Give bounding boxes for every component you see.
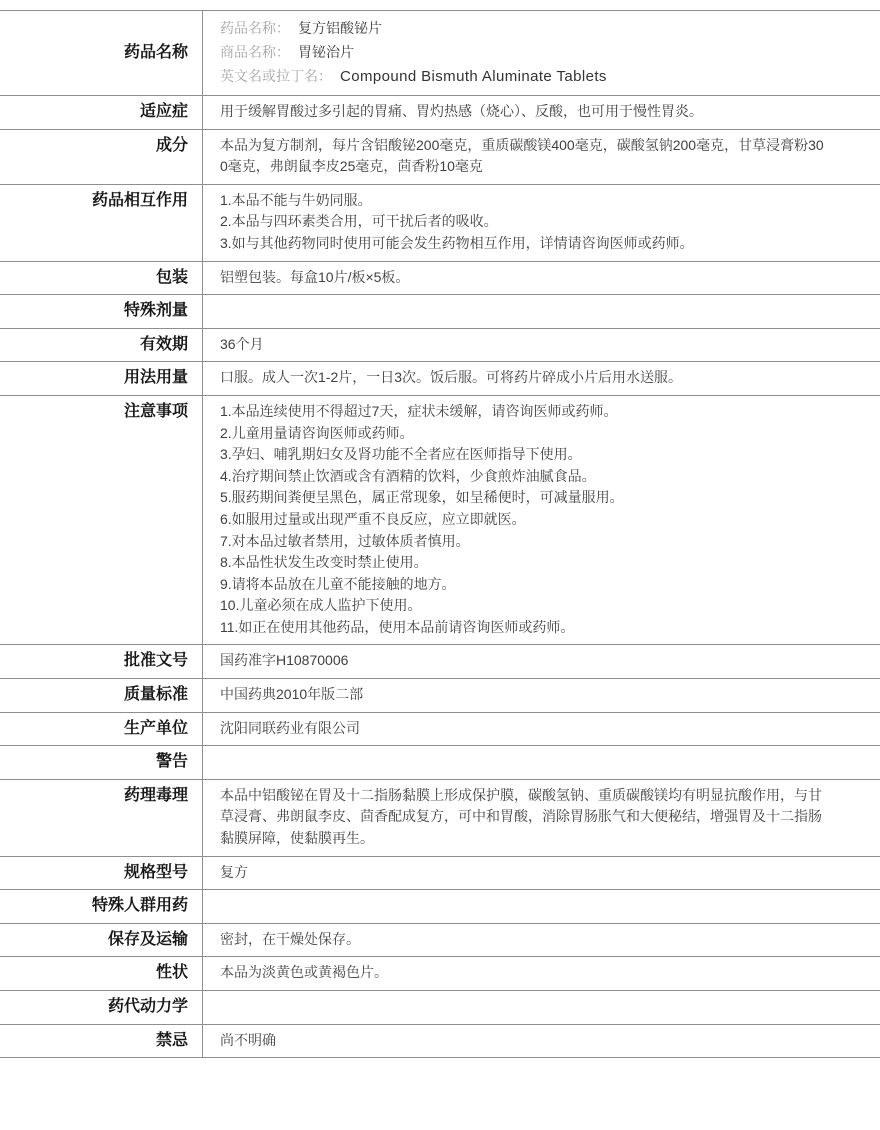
field-value: 胃铋治片	[298, 44, 354, 60]
table-row	[0, 262, 880, 296]
row-label: 警告	[0, 746, 203, 779]
row-label: 适应症	[0, 96, 203, 129]
row-content: 本品为复方制剂，每片含铝酸铋200毫克，重质碳酸镁400毫克，碳酸氢钠200毫克，甘草浸膏粉300毫克，弗朗鼠李皮25毫克，茴香粉10毫克	[220, 136, 824, 175]
row-content	[203, 991, 880, 1024]
table-row	[0, 991, 880, 1025]
field-key: 商品名称：	[220, 44, 290, 60]
row-content: 36个月	[220, 335, 264, 352]
row-label: 禁忌	[0, 1025, 203, 1058]
table-row	[0, 957, 880, 991]
row-label: 药代动力学	[0, 991, 203, 1024]
row-label: 规格型号	[0, 857, 203, 890]
row-content	[203, 185, 880, 261]
table-row	[0, 362, 880, 396]
row-content: 铝塑包装。每盒10片/板×5板。	[220, 268, 410, 285]
field-key: 英文名或拉丁名：	[220, 68, 332, 84]
table-row	[0, 11, 880, 96]
name-field-line	[220, 64, 825, 89]
content-line: 1.本品不能与牛奶同服。	[220, 191, 372, 208]
row-label: 用法用量	[0, 362, 203, 395]
content-line: 1.本品连续使用不得超过7天，症状未缓解，请咨询医师或药师。	[220, 402, 618, 419]
content-line: 2.儿童用量请咨询医师或药师。	[220, 424, 414, 441]
row-content: 沈阳同联药业有限公司	[220, 719, 360, 736]
row-label: 药品相互作用	[0, 185, 203, 261]
row-content: 本品中铝酸铋在胃及十二指肠黏膜上形成保护膜，碳酸氢钠、重质碳酸镁均有明显抗酸作用，与甘草浸膏、弗朗鼠李皮、茴香配成复方，可中和胃酸，消除胃肠胀气和大便秘结，增强胃及十二指肠黏膜屏障，使黏膜再生。	[220, 786, 822, 847]
row-content: 中国药典2010年版二部	[220, 686, 364, 703]
row-label: 药品名称	[0, 11, 203, 95]
field-value: Compound Bismuth Aluminate Tablets	[340, 68, 607, 85]
table-row	[0, 329, 880, 363]
content-line: 3.孕妇、哺乳期妇女及肾功能不全者应在医师指导下使用。	[220, 446, 582, 463]
row-label: 有效期	[0, 329, 203, 362]
row-content	[203, 396, 880, 645]
content-line: 2.本品与四环素类合用，可干扰后者的吸收。	[220, 213, 498, 230]
row-content	[203, 746, 880, 779]
row-label: 特殊人群用药	[0, 890, 203, 923]
content-line: 7.对本品过敏者禁用，过敏体质者慎用。	[220, 532, 470, 549]
drug-info-table	[0, 10, 880, 1058]
row-content: 密封，在干燥处保存。	[220, 930, 360, 947]
row-content: 尚不明确	[220, 1031, 276, 1048]
table-row	[0, 396, 880, 646]
row-label: 生产单位	[0, 713, 203, 746]
content-line: 11.如正在使用其他药品，使用本品前请咨询医师或药师。	[220, 618, 575, 635]
table-row	[0, 679, 880, 713]
table-row	[0, 713, 880, 747]
table-row	[0, 857, 880, 891]
row-label: 质量标准	[0, 679, 203, 712]
field-value: 复方铝酸铋片	[298, 20, 382, 36]
row-label: 批准文号	[0, 645, 203, 678]
row-label: 包装	[0, 262, 203, 295]
row-label: 保存及运输	[0, 924, 203, 957]
content-line: 6.如服用过量或出现严重不良反应，应立即就医。	[220, 510, 526, 527]
table-row	[0, 130, 880, 185]
name-field-line	[220, 16, 825, 40]
row-content: 本品为淡黄色或黄褐色片。	[220, 964, 388, 981]
row-label: 成分	[0, 130, 203, 184]
table-row	[0, 96, 880, 130]
table-row	[0, 924, 880, 958]
row-label: 特殊剂量	[0, 295, 203, 328]
row-content: 国药准字H10870006	[220, 652, 349, 669]
table-row	[0, 185, 880, 262]
content-line: 8.本品性状发生改变时禁止使用。	[220, 554, 428, 571]
content-line: 9.请将本品放在儿童不能接触的地方。	[220, 575, 456, 592]
table-row	[0, 746, 880, 780]
row-content: 用于缓解胃酸过多引起的胃痛、胃灼热感（烧心）、反酸，也可用于慢性胃炎。	[220, 103, 703, 119]
content-line: 3.如与其他药物同时使用可能会发生药物相互作用，详情请咨询医师或药师。	[220, 234, 694, 251]
table-row	[0, 295, 880, 329]
content-line: 5.服药期间粪便呈黑色，属正常现象，如呈稀便时，可减量服用。	[220, 489, 624, 506]
field-key: 药品名称：	[220, 20, 290, 36]
name-field-line	[220, 40, 825, 64]
row-content	[203, 295, 880, 328]
row-label: 注意事项	[0, 396, 203, 645]
content-line: 4.治疗期间禁止饮酒或含有酒精的饮料，少食煎炸油腻食品。	[220, 467, 596, 484]
row-label: 药理毒理	[0, 780, 203, 856]
table-row	[0, 780, 880, 857]
content-line: 10.儿童必须在成人监护下使用。	[220, 597, 422, 614]
row-label: 性状	[0, 957, 203, 990]
row-content: 复方	[220, 863, 248, 880]
row-content	[203, 890, 880, 923]
table-row	[0, 890, 880, 924]
table-row	[0, 645, 880, 679]
row-content: 口服。成人一次1-2片，一日3次。饭后服。可将药片碎成小片后用水送服。	[220, 369, 683, 386]
row-content	[203, 11, 880, 95]
table-row	[0, 1025, 880, 1059]
